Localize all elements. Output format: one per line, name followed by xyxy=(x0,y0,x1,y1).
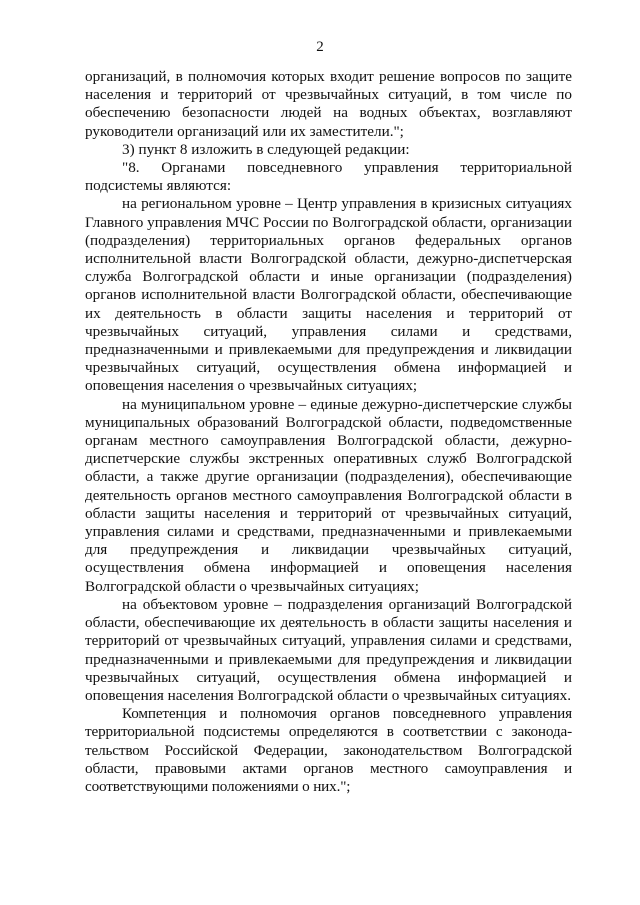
paragraph-municipal-level: на муниципальном уровне – единые дежурно-диспетчерские службы муниципальных образований Волгоградской области, подведомственные органам местного самоуправления Волгоградской области, дежурно-диспетчерские службы экстренных оперативных служб Волгоградской области, а также другие организации (подразделения), обеспечивающие деятельность органов местного самоуправления Волгоградской области в области защиты населения и территорий от чрезвычайных ситуаций, управления силами и средствами, предназначенными и привлекаемыми для предупреждения и ликвидации чрезвычайных ситуаций, осуществления обмена информацией и оповещения населения Волгоградской области о чрезвычайных ситуациях; xyxy=(85,395,572,595)
paragraph-item-3: 3) пункт 8 изложить в следующей редакции: xyxy=(122,140,410,158)
paragraph-object-level: на объектовом уровне – подразделения организаций Волгоградской области, обеспечивающие их деятельность в области защиты населения и территорий от чрезвычайных ситуаций, управления силами и средствами, предназначенными и привлекаемыми для предупреждения и ликвидации чрезвычайных ситуаций, осуществления обмена информацией и оповещения населения Волгоградской области о чрезвычайных ситуациях. xyxy=(85,595,572,704)
paragraph-clause-8: "8. Органами повседневного управления территориальной подсистемы являются: xyxy=(85,159,572,195)
paragraph-regional-level: на региональном уровне – Центр управления в кризисных ситуациях Главного управления МЧС России по Волгоградской области, организации (подразделения) территориальных органов федеральных органов исполнительной власти Волгоградской области, дежурно-диспетчерская служба Волгоградской области и иные организации (подразделения) органов исполнительной власти Волгоградской области, обеспечивающие их деятельность в области защиты населения и территорий от чрезвычайных ситуаций, управления силами и средствами, предназначенными и привлекаемыми для предупреждения и ликвидации чрезвычайных ситуаций, осуществления обмена информацией и оповещения населения о чрезвычайных ситуациях; xyxy=(85,195,572,395)
paragraph-continuation: организаций, в полномочия которых входит решение вопросов по защите населения и территорий от чрезвычайных ситуаций, в том числе по обеспечению безопасности людей на водных объектах, возглавляют руководители организаций или их заместители."; xyxy=(85,68,572,140)
document-body xyxy=(85,68,572,796)
page-number: 2 xyxy=(316,39,324,55)
paragraph-competence: Компетенция и полномочия органов повседневного управления территориальной подсистемы определяются в соответствии с законода-тельством Российской Федерации, законодательством Волгоградской области, правовыми актами органов местного самоуправления и соответствующими положениями о них."; xyxy=(85,705,572,795)
